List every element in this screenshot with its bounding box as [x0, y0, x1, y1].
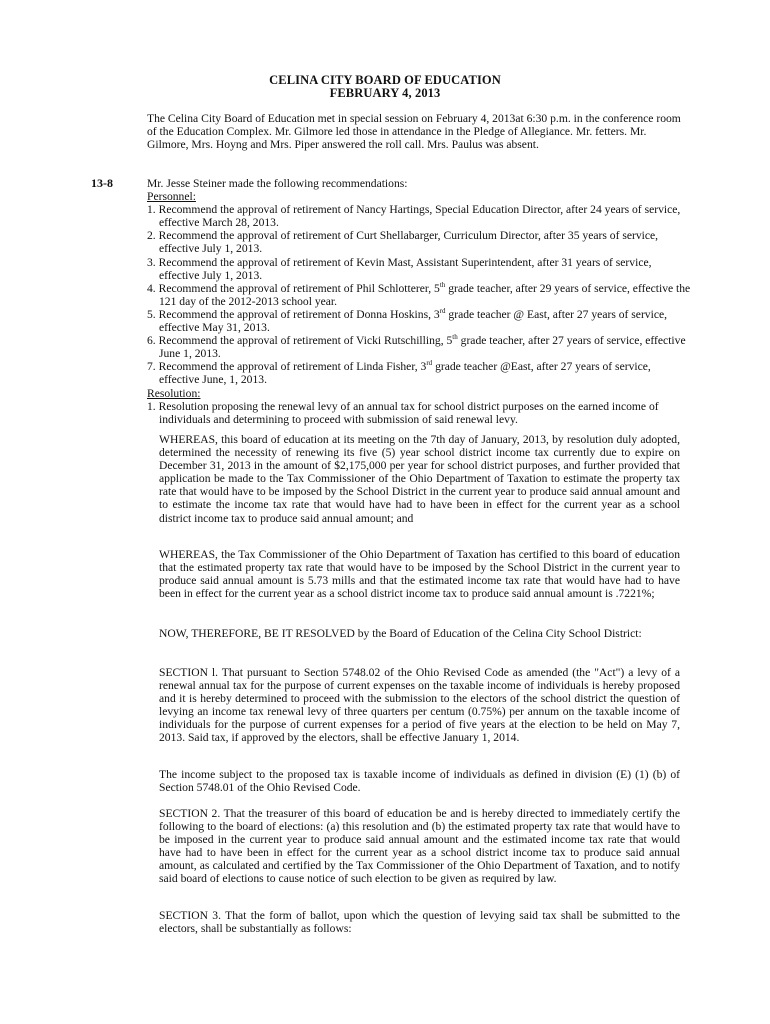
personnel-item-4: 4. Recommend the approval of retirement of Phil Schlotterer, 5th grade teacher, after 29 years of service, effective the 121 day of the 2012-2013 school year.: [147, 280, 691, 308]
resolution-item-1: 1. Resolution proposing the renewal levy of an annual tax for school district purposes on the earned income of individuals and determining to proceed with submission of said renewal levy.: [147, 399, 659, 426]
personnel-item-7: 7. Recommend the approval of retirement of Linda Fisher, 3rd grade teacher @East, after 27 years of service, effective June, 1, 2013.: [147, 359, 651, 387]
document-date: FEBRUARY 4, 2013: [329, 86, 441, 100]
resolved-paragraph: NOW, THEREFORE, BE IT RESOLVED by the Board of Education of the Celina City School District:: [159, 627, 642, 640]
personnel-item-2: 2. Recommend the approval of retirement of Curt Shellabarger, Curriculum Director, after 35 years of service, effective July 1, 2013.: [147, 229, 659, 256]
personnel-heading: Personnel:: [147, 190, 196, 204]
item-body: [147, 177, 692, 426]
personnel-item-1: 1. Recommend the approval of retirement of Nancy Hartings, Special Education Director, after 24 years of service, effective March 28, 2013.: [147, 203, 681, 230]
personnel-item-5: 5. Recommend the approval of retirement of Donna Hoskins, 3rd grade teacher @ East, after 27 years of service, effective May 31, 2013.: [147, 307, 668, 335]
document-title: CELINA CITY BOARD OF EDUCATION: [269, 73, 501, 87]
personnel-item-6: 6. Recommend the approval of retirement of Vicki Rutschilling, 5th grade teacher, after 27 years of service, effective June 1, 2013.: [147, 333, 686, 361]
section-1-paragraph: SECTION l. That pursuant to Section 5748.02 of the Ohio Revised Code as amended (the "Act") a levy of a renewal annual tax for the purpose of current expenses on the taxable income of individuals is hereby proposed and it is hereby determined to proceed with the submission to the electors of the school district the question of levying an income tax renewal levy of three quarters per centum (0.75%) per annum on the taxable income of individuals for the purpose of current expenses for a period of five years at the election to be held on May 7, 2013. Said tax, if approved by the electors, shall be effective January 1, 2014.: [159, 666, 680, 745]
whereas-paragraph-1: WHEREAS, this board of education at its meeting on the 7th day of January, 2013, by resolution duly adopted, determined the necessity of renewing its five (5) year school district income tax currently due to expire on December 31, 2013 in the amount of $2,175,000 per year for school district purposes, and further provided that application be made to the Tax Commissioner of the Ohio Department of Taxation to estimate the property tax rate that would have to be imposed by the School District in the current year to produce said annual amount and to estimate the income tax rate that would have had to have been in effect for the current year as a school district income tax to produce said annual amount; and: [159, 433, 680, 525]
item-lead: Mr. Jesse Steiner made the following recommendations:: [147, 177, 408, 190]
whereas-paragraph-2: WHEREAS, the Tax Commissioner of the Ohio Department of Taxation has certified to this board of education that the estimated property tax rate that would have to be imposed by the School District in the current year to produce said annual amount is 5.73 mills and that the estimated income tax rate that would have had to have been in effect for the current year as a school district income tax to produce said annual amount is .7221%;: [159, 548, 680, 601]
section-3-paragraph: SECTION 3. That the form of ballot, upon which the question of levying said tax shall be submitted to the electors, shall be substantially as follows:: [159, 909, 680, 936]
income-paragraph: The income subject to the proposed tax is taxable income of individuals as defined in division (E) (1) (b) of Section 5748.01 of the Ohio Revised Code.: [159, 768, 680, 795]
resolution-heading: Resolution:: [147, 386, 201, 400]
section-2-paragraph: SECTION 2. That the treasurer of this board of education be and is hereby directed to immediately certify the following to the board of elections: (a) this resolution and (b) the estimated property tax rate that would have to be imposed in the current year to produce said annual amount and the estimated income tax rate that would have had to have been in effect for the current year as a school district income tax to produce said annual amount, as calculated and certified by the Tax Commissioner of the Ohio Department of Taxation, and to notify said board of elections to cause notice of such election to be given as required by law.: [159, 807, 680, 886]
personnel-item-3: 3. Recommend the approval of retirement of Kevin Mast, Assistant Superintendent, after 31 years of service, effective July 1, 2013.: [147, 255, 652, 282]
item-number: 13-8: [91, 176, 113, 190]
intro-paragraph: The Celina City Board of Education met in special session on February 4, 2013at 6:30 p.m. in the conference room of the Education Complex. Mr. Gilmore led those in attendance in the Pledge of Allegiance. Mr. fetters. Mr. Gilmore, Mrs. Hoyng and Mrs. Piper answered the roll call. Mrs. Paulus was absent.: [147, 112, 681, 152]
